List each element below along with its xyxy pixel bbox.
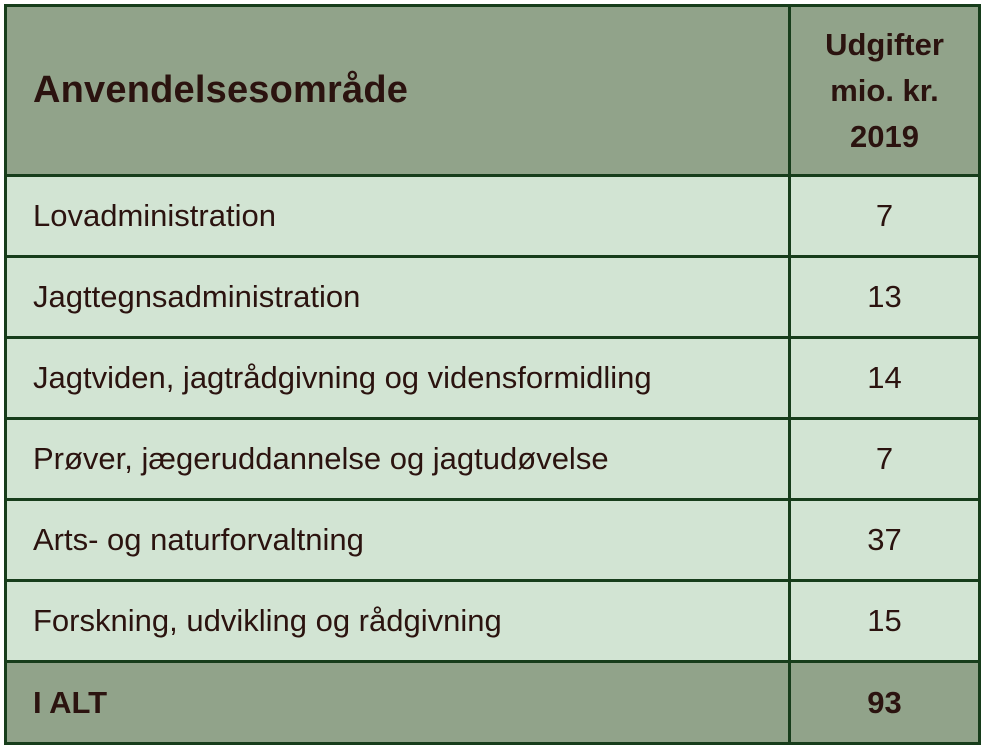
expenditure-table: [4, 4, 981, 745]
row-value: 7: [790, 419, 980, 500]
row-label: Forskning, udvikling og rådgivning: [6, 581, 790, 662]
row-value: 15: [790, 581, 980, 662]
row-label: Jagttegnsadministration: [6, 257, 790, 338]
row-label: Prøver, jægeruddannelse og jagtudøvelse: [6, 419, 790, 500]
row-value: 7: [790, 176, 980, 257]
row-value: 14: [790, 338, 980, 419]
table-row: [6, 500, 980, 581]
total-row: [6, 662, 980, 744]
table-row: [6, 338, 980, 419]
row-value: 37: [790, 500, 980, 581]
header-value-line-1: Udgifter: [825, 26, 944, 62]
row-label: Lovadministration: [6, 176, 790, 257]
table-row: [6, 176, 980, 257]
header-label-cell: Anvendelsesområde: [6, 6, 790, 176]
row-label: Jagtviden, jagtrådgivning og vidensformidling: [6, 338, 790, 419]
table-row: [6, 581, 980, 662]
total-value: 93: [790, 662, 980, 744]
header-value-line-2: mio. kr.: [830, 72, 939, 108]
row-value: 13: [790, 257, 980, 338]
header-value-cell: [790, 6, 980, 176]
header-value-line-3: 2019: [850, 118, 919, 154]
total-label: I ALT: [6, 662, 790, 744]
row-label: Arts- og naturforvaltning: [6, 500, 790, 581]
table-row: [6, 257, 980, 338]
expenditure-table-container: [4, 4, 978, 744]
table-header-row: [6, 6, 980, 176]
table-row: [6, 419, 980, 500]
